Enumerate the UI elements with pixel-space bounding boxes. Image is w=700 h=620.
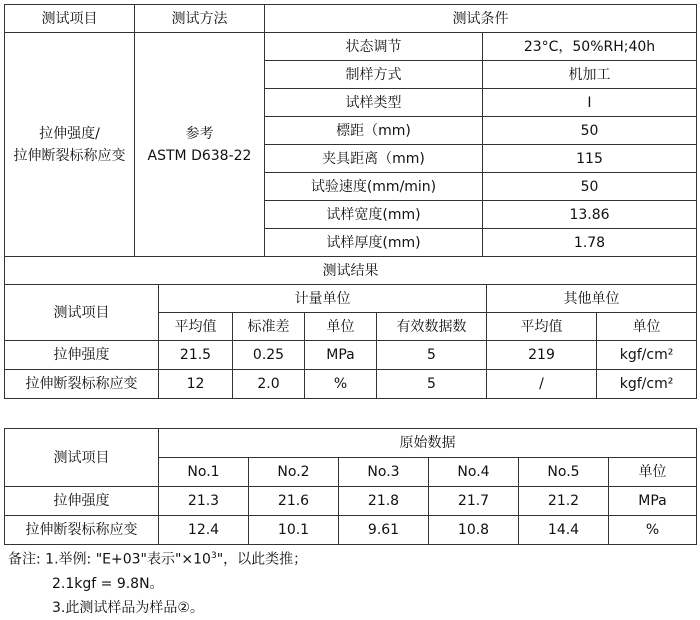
header-test-item: 测试项目 (5, 5, 135, 33)
condition-value: 50 (483, 173, 697, 201)
raw-col-no2: No.2 (249, 458, 339, 487)
raw-unit: MPa (609, 487, 697, 516)
note-line-2: 2.1kgf = 9.8N。 (52, 575, 164, 592)
header-test-conditions: 测试条件 (265, 5, 697, 33)
method-line1: 参考 (185, 125, 214, 142)
results-col-unit: 单位 (305, 313, 377, 341)
table-row (5, 341, 697, 370)
note-1-prefix: 备注: 1.举例: "E+03"表示"×10 (8, 551, 211, 568)
raw-value: 21.8 (339, 487, 429, 516)
condition-value: 13.86 (483, 201, 697, 229)
condition-value: 23°C，50%RH;40h (483, 33, 697, 61)
condition-label: 试样类型 (265, 89, 483, 117)
condition-label: 夹具距离（mm) (265, 145, 483, 173)
note-1-exponent: 3 (210, 551, 217, 561)
raw-title: 原始数据 (159, 429, 697, 458)
condition-value: 50 (483, 117, 697, 145)
result-avg: 21.5 (159, 341, 233, 370)
method-line2: ASTM D638-22 (147, 147, 252, 164)
condition-label: 试样厚度(mm) (265, 229, 483, 257)
raw-value: 21.3 (159, 487, 249, 516)
raw-col-item: 测试项目 (5, 429, 159, 487)
results-col-other-unit: 单位 (597, 313, 697, 341)
condition-value: 机加工 (483, 61, 697, 89)
raw-value: 21.6 (249, 487, 339, 516)
results-title: 测试结果 (5, 257, 697, 285)
result-item: 拉伸断裂标称应变 (5, 370, 159, 399)
table-row (5, 370, 697, 399)
result-std: 2.0 (233, 370, 305, 399)
results-group-other: 其他单位 (487, 285, 697, 313)
condition-label: 標距（mm) (265, 117, 483, 145)
result-other-unit: kgf/cm² (597, 370, 697, 399)
condition-label: 试样宽度(mm) (265, 201, 483, 229)
raw-col-unit: 单位 (609, 458, 697, 487)
test-info-table (4, 4, 697, 257)
raw-value: 10.1 (249, 516, 339, 545)
test-item-cell (5, 33, 135, 257)
result-std: 0.25 (233, 341, 305, 370)
result-n: 5 (377, 341, 487, 370)
raw-value: 21.2 (519, 487, 609, 516)
header-test-method: 测试方法 (135, 5, 265, 33)
result-other-avg: 219 (487, 341, 597, 370)
note-line-3: 3.此测试样品为样品②。 (52, 599, 204, 616)
notes (8, 544, 307, 620)
table-row (5, 487, 697, 516)
condition-value: I (483, 89, 697, 117)
raw-data-table (4, 428, 697, 545)
raw-value: 14.4 (519, 516, 609, 545)
condition-value: 1.78 (483, 229, 697, 257)
raw-col-no1: No.1 (159, 458, 249, 487)
test-method-cell (135, 33, 265, 257)
test-item-line1: 拉伸强度/ (39, 125, 100, 142)
raw-item: 拉伸强度 (5, 487, 159, 516)
results-col-n: 有效数据数 (377, 313, 487, 341)
results-table (4, 256, 697, 399)
result-item: 拉伸强度 (5, 341, 159, 370)
results-col-other-avg: 平均值 (487, 313, 597, 341)
raw-col-no3: No.3 (339, 458, 429, 487)
result-unit: MPa (305, 341, 377, 370)
raw-col-no4: No.4 (429, 458, 519, 487)
condition-label: 状态调节 (265, 33, 483, 61)
results-col-avg: 平均值 (159, 313, 233, 341)
note-1-suffix: "，以此类推； (216, 551, 308, 568)
condition-label: 试验速度(mm/min) (265, 173, 483, 201)
condition-value: 115 (483, 145, 697, 173)
results-group-metric: 计量单位 (159, 285, 487, 313)
result-n: 5 (377, 370, 487, 399)
test-item-line2: 拉伸断裂标称应变 (13, 147, 126, 164)
raw-col-no5: No.5 (519, 458, 609, 487)
raw-value: 9.61 (339, 516, 429, 545)
condition-label: 制样方式 (265, 61, 483, 89)
results-col-std: 标准差 (233, 313, 305, 341)
result-other-unit: kgf/cm² (597, 341, 697, 370)
raw-value: 12.4 (159, 516, 249, 545)
result-avg: 12 (159, 370, 233, 399)
raw-value: 10.8 (429, 516, 519, 545)
raw-value: 21.7 (429, 487, 519, 516)
result-unit: % (305, 370, 377, 399)
table-row (5, 516, 697, 545)
results-col-item: 测试项目 (5, 285, 159, 341)
raw-unit: % (609, 516, 697, 545)
result-other-avg: / (487, 370, 597, 399)
raw-item: 拉伸断裂标称应变 (5, 516, 159, 545)
note-line-1 (8, 544, 307, 572)
